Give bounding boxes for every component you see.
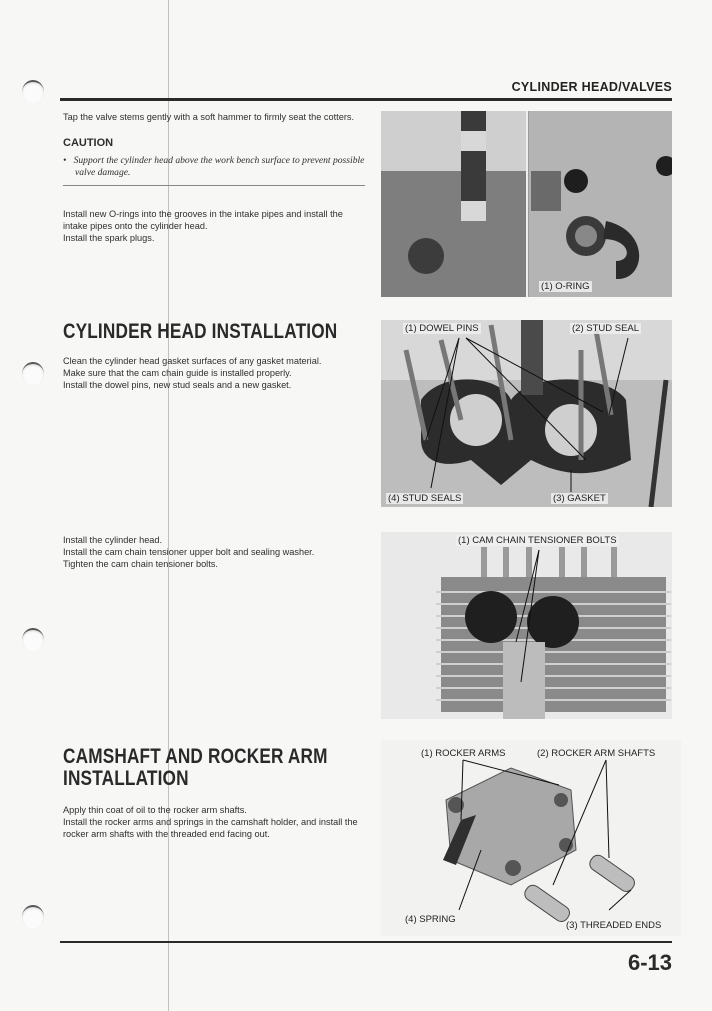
page-number: 6-13 xyxy=(627,950,672,975)
instruction-text: Install the cam chain tensioner upper bolt and sealing washer. xyxy=(63,547,315,557)
instruction-text: Install new O-rings into the grooves in the intake pipes and install the intake pipes onto the cylinder head. xyxy=(63,209,343,231)
caution-box xyxy=(63,151,365,186)
instruction-text: Clean the cylinder head gasket surfaces of any gasket material. xyxy=(63,356,322,366)
caution-item xyxy=(63,155,365,179)
bullet: • xyxy=(63,155,67,166)
figure-label: (3) THREADED ENDS xyxy=(566,920,662,931)
instruction-text: Tap the valve stems gently with a soft hammer to firmly seat the cotters. xyxy=(63,112,355,122)
photo-rocker-arms-shafts xyxy=(381,740,681,936)
figure-label: (4) STUD SEALS xyxy=(388,493,462,504)
figure-label: (1) O-RING xyxy=(541,281,590,292)
figure-label: (2) ROCKER ARM SHAFTS xyxy=(537,748,656,759)
header-rule xyxy=(60,98,672,101)
instruction-text: Make sure that the cam chain guide is installed properly. xyxy=(63,368,292,378)
instruction-text: Install the dowel pins, new stud seals and a new gasket. xyxy=(63,380,292,390)
instruction-text: Install the spark plugs. xyxy=(63,233,155,243)
instruction-text: Tighten the cam chain tensioner bolts. xyxy=(63,559,218,569)
figure-label: (1) CAM CHAIN TENSIONER BOLTS xyxy=(458,535,617,546)
figure-label: (1) DOWEL PINS xyxy=(405,323,479,334)
caution-heading: CAUTION xyxy=(63,137,114,149)
binder-hole xyxy=(22,80,44,104)
instruction-text: Apply thin coat of oil to the rocker arm shafts. xyxy=(63,805,247,815)
install-head-text xyxy=(63,534,365,570)
binder-hole xyxy=(22,905,44,929)
figure-label: (2) STUD SEAL xyxy=(572,323,640,334)
camshaft-install-text xyxy=(63,804,365,840)
photo-intake-pipe-o-ring xyxy=(381,111,672,297)
photo-dowel-pins-gasket xyxy=(381,320,672,507)
section-title: CAMSHAFT AND ROCKER ARM xyxy=(63,745,328,768)
section-title-line2: INSTALLATION xyxy=(63,767,189,790)
instruction-text: Install the cylinder head. xyxy=(63,535,163,545)
cylinder-head-install-text xyxy=(63,355,365,391)
binder-hole xyxy=(22,362,44,386)
section-title: CYLINDER HEAD INSTALLATION xyxy=(63,320,338,343)
footer-rule xyxy=(60,941,672,943)
photo-cam-chain-tensioner xyxy=(381,532,672,719)
caution-text: Support the cylinder head above the work bench surface to prevent possible valve damage. xyxy=(73,155,365,178)
figure-label: (3) GASKET xyxy=(553,493,606,504)
section-header-title: CYLINDER HEAD/VALVES xyxy=(511,80,672,94)
instruction-text: Install the rocker arms and springs in the camshaft holder, and install the rocker arm shafts with the threaded end facing out. xyxy=(63,817,358,839)
figure-label: (4) SPRING xyxy=(405,914,456,925)
valve-cotters-block xyxy=(63,111,365,244)
binder-hole xyxy=(22,628,44,652)
figure-label: (1) ROCKER ARMS xyxy=(421,748,506,759)
